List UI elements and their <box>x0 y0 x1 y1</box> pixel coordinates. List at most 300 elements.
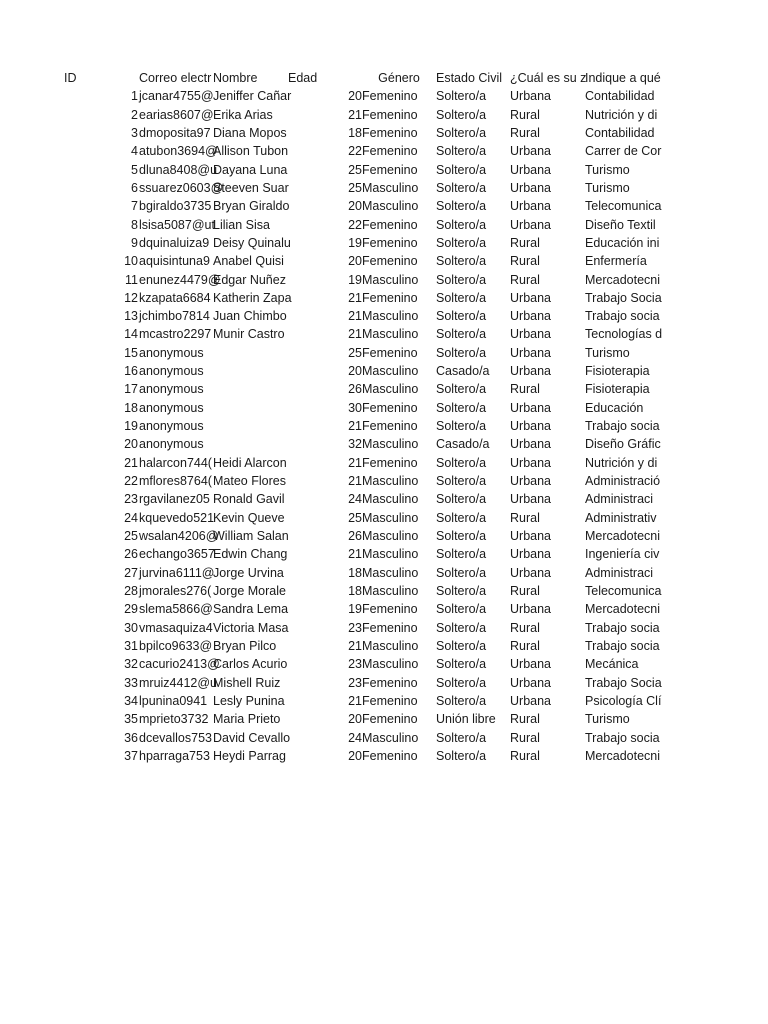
cell-career[interactable]: Trabajo socia <box>585 419 660 434</box>
cell-gender[interactable]: Femenino <box>362 400 418 415</box>
cell-gender[interactable]: Femenino <box>362 749 418 764</box>
cell-civil[interactable]: Unión libre <box>436 712 496 727</box>
cell-name[interactable]: Munir Castro <box>213 327 285 342</box>
cell-civil[interactable]: Soltero/a <box>436 89 487 104</box>
cell-id[interactable]: 4 <box>131 144 138 159</box>
cell-civil[interactable]: Soltero/a <box>436 235 487 250</box>
cell-age[interactable]: 21 <box>348 474 362 489</box>
cell-email[interactable]: jurvina6111@ <box>139 565 215 580</box>
cell-id[interactable]: 11 <box>125 272 138 287</box>
cell-age[interactable]: 21 <box>348 327 362 342</box>
cell-name[interactable]: Mateo Flores <box>213 474 286 489</box>
cell-email[interactable]: atubon3694@ <box>139 144 218 159</box>
cell-email[interactable]: lpunina0941 <box>139 694 208 709</box>
cell-name[interactable] <box>213 344 287 362</box>
cell-email[interactable]: hparraga753 <box>139 749 210 764</box>
cell-civil[interactable]: Soltero/a <box>436 309 487 324</box>
cell-civil[interactable]: Soltero/a <box>436 272 487 287</box>
cell-civil[interactable]: Soltero/a <box>436 217 487 232</box>
cell-name[interactable]: Maria Prieto <box>213 712 281 727</box>
cell-id[interactable]: 12 <box>124 290 138 305</box>
cell-civil[interactable]: Soltero/a <box>436 657 487 672</box>
cell-zone[interactable]: Urbana <box>510 547 551 562</box>
cell-career[interactable]: Mercadotecni <box>585 272 661 287</box>
cell-age[interactable]: 22 <box>348 144 362 159</box>
cell-career[interactable]: Administraci <box>585 492 654 507</box>
cell-id[interactable]: 28 <box>124 584 138 599</box>
cell-age[interactable]: 21 <box>348 107 362 122</box>
cell-id[interactable]: 2 <box>131 107 138 122</box>
cell-age[interactable]: 21 <box>348 290 362 305</box>
cell-id[interactable]: 27 <box>124 565 138 580</box>
cell-civil[interactable]: Soltero/a <box>436 547 487 562</box>
header-email[interactable]: Correo electr <box>139 70 212 85</box>
cell-gender[interactable]: Femenino <box>362 254 418 269</box>
cell-name[interactable]: Edwin Chang <box>213 547 288 562</box>
cell-age[interactable]: 21 <box>348 309 362 324</box>
cell-civil[interactable]: Soltero/a <box>436 675 487 690</box>
header-career[interactable]: Indique a qué <box>585 70 661 85</box>
cell-id[interactable]: 21 <box>124 455 138 470</box>
cell-email[interactable]: bgiraldo3735 <box>139 199 212 214</box>
cell-zone[interactable]: Rural <box>510 125 540 140</box>
cell-email[interactable]: dluna8408@u <box>139 162 218 177</box>
cell-gender[interactable]: Femenino <box>362 144 418 159</box>
cell-id[interactable]: 29 <box>124 602 138 617</box>
cell-gender[interactable]: Masculino <box>362 492 419 507</box>
cell-email[interactable]: dquinaluiza9 <box>139 235 210 250</box>
cell-name[interactable]: David Cevallo <box>213 730 291 745</box>
cell-name[interactable]: William Salan <box>213 529 289 544</box>
cell-gender[interactable]: Femenino <box>362 419 418 434</box>
cell-zone[interactable]: Urbana <box>510 474 551 489</box>
cell-email[interactable]: mruiz4412@u <box>139 675 218 690</box>
cell-email[interactable]: cacurio2413@ <box>139 657 220 672</box>
cell-name[interactable]: Steeven Suar <box>213 180 289 195</box>
cell-gender[interactable]: Femenino <box>362 675 418 690</box>
cell-civil[interactable]: Soltero/a <box>436 199 487 214</box>
cell-zone[interactable]: Rural <box>510 382 540 397</box>
cell-gender[interactable]: Masculino <box>362 529 419 544</box>
cell-gender[interactable]: Femenino <box>362 125 418 140</box>
cell-name[interactable]: Jorge Morale <box>213 584 286 599</box>
cell-id[interactable]: 3 <box>131 125 138 140</box>
cell-email[interactable]: dmoposita97 <box>139 125 211 140</box>
cell-id[interactable]: 26 <box>124 547 138 562</box>
cell-email[interactable]: bpilco9633@ <box>139 639 213 654</box>
header-zone[interactable]: ¿Cuál es su z <box>510 70 587 85</box>
cell-zone[interactable]: Urbana <box>510 437 551 452</box>
cell-gender[interactable]: Masculino <box>362 272 419 287</box>
cell-name[interactable]: Deisy Quinalu <box>213 235 291 250</box>
cell-zone[interactable]: Urbana <box>510 694 551 709</box>
cell-zone[interactable]: Urbana <box>510 345 551 360</box>
cell-career[interactable]: Tecnologías d <box>585 327 663 342</box>
cell-age[interactable]: 21 <box>348 455 362 470</box>
cell-zone[interactable]: Urbana <box>510 529 551 544</box>
cell-civil[interactable]: Soltero/a <box>436 327 487 342</box>
cell-name[interactable]: Sandra Lema <box>213 602 289 617</box>
cell-zone[interactable]: Rural <box>510 107 540 122</box>
cell-civil[interactable]: Soltero/a <box>436 345 487 360</box>
cell-career[interactable]: Administració <box>585 474 661 489</box>
cell-age[interactable]: 26 <box>348 382 362 397</box>
cell-civil[interactable]: Soltero/a <box>436 602 487 617</box>
cell-gender[interactable]: Femenino <box>362 89 418 104</box>
cell-career[interactable]: Telecomunica <box>585 584 662 599</box>
cell-zone[interactable]: Urbana <box>510 199 551 214</box>
cell-civil[interactable]: Casado/a <box>436 364 490 379</box>
cell-age[interactable]: 20 <box>348 254 362 269</box>
cell-zone[interactable]: Rural <box>510 235 540 250</box>
cell-career[interactable]: Administraci <box>585 565 654 580</box>
cell-email[interactable]: mprieto3732 <box>139 712 209 727</box>
cell-career[interactable]: Diseño Gráfic <box>585 437 661 452</box>
cell-career[interactable]: Fisioterapia <box>585 364 650 379</box>
cell-civil[interactable]: Soltero/a <box>436 125 487 140</box>
cell-career[interactable]: Mercadotecni <box>585 749 661 764</box>
cell-email[interactable]: earias8607@ <box>139 107 214 122</box>
cell-name[interactable]: Lilian Sisa <box>213 217 270 232</box>
cell-gender[interactable]: Masculino <box>362 364 419 379</box>
cell-civil[interactable]: Soltero/a <box>436 254 487 269</box>
cell-id[interactable]: 32 <box>124 657 138 672</box>
cell-zone[interactable]: Urbana <box>510 657 551 672</box>
cell-email[interactable]: anonymous <box>139 382 204 397</box>
cell-civil[interactable]: Soltero/a <box>436 290 487 305</box>
cell-civil[interactable]: Soltero/a <box>436 694 487 709</box>
cell-career[interactable]: Telecomunica <box>585 199 662 214</box>
cell-gender[interactable]: Masculino <box>362 180 419 195</box>
cell-id[interactable]: 34 <box>124 694 138 709</box>
cell-email[interactable]: rgavilanez05 <box>139 492 210 507</box>
cell-age[interactable]: 19 <box>348 272 362 287</box>
cell-id[interactable]: 16 <box>124 364 138 379</box>
cell-email[interactable]: ssuarez0603@ <box>139 180 224 195</box>
cell-career[interactable]: Nutrición y di <box>585 455 658 470</box>
cell-name[interactable]: Bryan Giraldo <box>213 199 290 214</box>
cell-career[interactable]: Trabajo socia <box>585 730 660 745</box>
cell-name[interactable]: Edgar Nuñez <box>213 272 286 287</box>
cell-gender[interactable]: Masculino <box>362 510 419 525</box>
cell-id[interactable]: 19 <box>124 419 138 434</box>
cell-id[interactable]: 18 <box>124 400 138 415</box>
cell-id[interactable]: 13 <box>124 309 138 324</box>
cell-gender[interactable]: Femenino <box>362 620 418 635</box>
cell-zone[interactable]: Rural <box>510 730 540 745</box>
cell-name[interactable] <box>213 362 287 380</box>
cell-gender[interactable]: Masculino <box>362 382 419 397</box>
cell-gender[interactable]: Masculino <box>362 547 419 562</box>
cell-age[interactable]: 21 <box>348 639 362 654</box>
cell-email[interactable]: echango3657 <box>139 547 215 562</box>
cell-id[interactable]: 6 <box>131 180 138 195</box>
cell-gender[interactable]: Masculino <box>362 639 419 654</box>
cell-gender[interactable]: Masculino <box>362 474 419 489</box>
cell-career[interactable]: Turismo <box>585 162 630 177</box>
cell-career[interactable]: Administrativ <box>585 510 657 525</box>
cell-id[interactable]: 37 <box>124 749 138 764</box>
cell-name[interactable]: Jeniffer Cañar <box>213 89 292 104</box>
cell-email[interactable]: vmasaquiza4 <box>139 620 213 635</box>
cell-civil[interactable]: Soltero/a <box>436 400 487 415</box>
cell-age[interactable]: 20 <box>348 364 362 379</box>
cell-career[interactable]: Mercadotecni <box>585 602 661 617</box>
cell-gender[interactable]: Femenino <box>362 107 418 122</box>
cell-civil[interactable]: Soltero/a <box>436 510 487 525</box>
cell-id[interactable]: 7 <box>131 199 138 214</box>
cell-career[interactable]: Mecánica <box>585 657 639 672</box>
cell-name[interactable]: Katherin Zapa <box>213 290 292 305</box>
cell-email[interactable]: jcanar4755@ <box>139 89 214 104</box>
cell-zone[interactable]: Urbana <box>510 400 551 415</box>
cell-email[interactable]: anonymous <box>139 419 204 434</box>
cell-age[interactable]: 25 <box>348 180 362 195</box>
cell-id[interactable]: 15 <box>124 345 138 360</box>
cell-civil[interactable]: Casado/a <box>436 437 490 452</box>
cell-gender[interactable]: Masculino <box>362 565 419 580</box>
cell-id[interactable]: 9 <box>131 235 138 250</box>
cell-email[interactable]: enunez4479@ <box>139 272 221 287</box>
cell-age[interactable]: 19 <box>348 235 362 250</box>
cell-zone[interactable]: Urbana <box>510 180 551 195</box>
cell-civil[interactable]: Soltero/a <box>436 180 487 195</box>
cell-age[interactable]: 25 <box>348 162 362 177</box>
cell-career[interactable]: Contabilidad <box>585 89 655 104</box>
cell-name[interactable]: Ronald Gavil <box>213 492 285 507</box>
cell-career[interactable]: Trabajo Socia <box>585 675 662 690</box>
cell-age[interactable]: 23 <box>348 657 362 672</box>
cell-id[interactable]: 22 <box>124 474 138 489</box>
cell-email[interactable]: wsalan4206@ <box>139 529 219 544</box>
cell-name[interactable]: Kevin Queve <box>213 510 285 525</box>
cell-name[interactable]: Diana Mopos <box>213 125 287 140</box>
cell-age[interactable]: 20 <box>348 749 362 764</box>
cell-career[interactable]: Trabajo socia <box>585 620 660 635</box>
cell-zone[interactable]: Urbana <box>510 565 551 580</box>
cell-name[interactable] <box>213 417 287 435</box>
cell-age[interactable]: 24 <box>348 730 362 745</box>
cell-age[interactable]: 18 <box>348 584 362 599</box>
cell-gender[interactable]: Masculino <box>362 657 419 672</box>
cell-zone[interactable]: Urbana <box>510 89 551 104</box>
cell-name[interactable]: Allison Tubon <box>213 144 289 159</box>
cell-gender[interactable]: Masculino <box>362 309 419 324</box>
cell-name[interactable]: Jorge Urvina <box>213 565 284 580</box>
cell-civil[interactable]: Soltero/a <box>436 639 487 654</box>
cell-career[interactable]: Turismo <box>585 345 630 360</box>
cell-age[interactable]: 23 <box>348 675 362 690</box>
cell-id[interactable]: 5 <box>131 162 138 177</box>
cell-zone[interactable]: Urbana <box>510 455 551 470</box>
cell-email[interactable]: kquevedo521 <box>139 510 215 525</box>
cell-civil[interactable]: Soltero/a <box>436 455 487 470</box>
cell-career[interactable]: Trabajo socia <box>585 309 660 324</box>
cell-age[interactable]: 18 <box>348 125 362 140</box>
cell-name[interactable]: Victoria Masa <box>213 620 289 635</box>
cell-age[interactable]: 21 <box>348 419 362 434</box>
cell-gender[interactable]: Femenino <box>362 217 418 232</box>
cell-age[interactable]: 20 <box>348 89 362 104</box>
cell-name[interactable] <box>213 380 287 398</box>
cell-id[interactable]: 20 <box>124 437 138 452</box>
cell-name[interactable]: Juan Chimbo <box>213 309 287 324</box>
cell-age[interactable]: 19 <box>348 602 362 617</box>
cell-age[interactable]: 20 <box>348 199 362 214</box>
cell-civil[interactable]: Soltero/a <box>436 144 487 159</box>
cell-email[interactable]: anonymous <box>139 364 204 379</box>
cell-career[interactable]: Educación ini <box>585 235 660 250</box>
cell-age[interactable]: 22 <box>348 217 362 232</box>
cell-career[interactable]: Trabajo Socia <box>585 290 662 305</box>
cell-zone[interactable]: Rural <box>510 584 540 599</box>
cell-career[interactable]: Psicología Clí <box>585 694 662 709</box>
cell-career[interactable]: Turismo <box>585 712 630 727</box>
cell-civil[interactable]: Soltero/a <box>436 565 487 580</box>
cell-career[interactable]: Mercadotecni <box>585 529 661 544</box>
cell-age[interactable]: 18 <box>348 565 362 580</box>
cell-name[interactable]: Mishell Ruiz <box>213 675 281 690</box>
cell-gender[interactable]: Femenino <box>362 455 418 470</box>
cell-zone[interactable]: Urbana <box>510 162 551 177</box>
cell-zone[interactable]: Rural <box>510 272 540 287</box>
cell-civil[interactable]: Soltero/a <box>436 749 487 764</box>
header-age[interactable]: Edad <box>288 70 318 85</box>
cell-age[interactable]: 32 <box>348 437 362 452</box>
cell-name[interactable] <box>213 399 287 417</box>
cell-gender[interactable]: Femenino <box>362 162 418 177</box>
cell-age[interactable]: 26 <box>348 529 362 544</box>
cell-zone[interactable]: Urbana <box>510 290 551 305</box>
cell-gender[interactable]: Femenino <box>362 602 418 617</box>
cell-civil[interactable]: Soltero/a <box>436 107 487 122</box>
cell-id[interactable]: 17 <box>124 382 138 397</box>
cell-age[interactable]: 30 <box>348 400 362 415</box>
cell-career[interactable]: Ingeniería civ <box>585 547 660 562</box>
cell-zone[interactable]: Urbana <box>510 364 551 379</box>
cell-id[interactable]: 31 <box>124 639 138 654</box>
cell-id[interactable]: 23 <box>124 492 138 507</box>
cell-email[interactable]: slema5866@ <box>139 602 213 617</box>
cell-career[interactable]: Educación <box>585 400 644 415</box>
header-civil[interactable]: Estado Civil <box>436 70 502 85</box>
cell-career[interactable]: Diseño Textil <box>585 217 656 232</box>
header-id[interactable]: ID <box>64 70 77 85</box>
cell-name[interactable]: Dayana Luna <box>213 162 288 177</box>
cell-zone[interactable]: Rural <box>510 254 540 269</box>
header-name[interactable]: Nombre <box>213 70 258 85</box>
cell-zone[interactable]: Urbana <box>510 602 551 617</box>
cell-name[interactable]: Erika Arias <box>213 107 273 122</box>
cell-civil[interactable]: Soltero/a <box>436 382 487 397</box>
cell-age[interactable]: 21 <box>348 694 362 709</box>
cell-name[interactable]: Heydi Parrag <box>213 749 286 764</box>
cell-civil[interactable]: Soltero/a <box>436 162 487 177</box>
cell-career[interactable]: Carrer de Cor <box>585 144 662 159</box>
cell-zone[interactable]: Urbana <box>510 419 551 434</box>
cell-email[interactable]: jchimbo7814 <box>139 309 210 324</box>
cell-age[interactable]: 24 <box>348 492 362 507</box>
cell-zone[interactable]: Urbana <box>510 492 551 507</box>
cell-email[interactable]: mcastro2297 <box>139 327 212 342</box>
header-gender[interactable]: Género <box>378 70 420 85</box>
cell-civil[interactable]: Soltero/a <box>436 419 487 434</box>
cell-id[interactable]: 8 <box>131 217 138 232</box>
cell-id[interactable]: 24 <box>124 510 138 525</box>
cell-name[interactable]: Heidi Alarcon <box>213 455 287 470</box>
cell-gender[interactable]: Femenino <box>362 694 418 709</box>
cell-email[interactable]: mflores8764( <box>139 474 212 489</box>
cell-zone[interactable]: Rural <box>510 749 540 764</box>
cell-id[interactable]: 33 <box>124 675 138 690</box>
cell-email[interactable]: anonymous <box>139 437 204 452</box>
cell-email[interactable]: halarcon744( <box>139 455 212 470</box>
cell-career[interactable]: Trabajo socia <box>585 639 660 654</box>
cell-email[interactable]: anonymous <box>139 345 204 360</box>
cell-gender[interactable]: Masculino <box>362 327 419 342</box>
cell-civil[interactable]: Soltero/a <box>436 529 487 544</box>
cell-zone[interactable]: Urbana <box>510 217 551 232</box>
cell-age[interactable]: 25 <box>348 510 362 525</box>
cell-zone[interactable]: Urbana <box>510 675 551 690</box>
cell-age[interactable]: 20 <box>348 712 362 727</box>
cell-career[interactable]: Turismo <box>585 180 630 195</box>
cell-gender[interactable]: Femenino <box>362 290 418 305</box>
cell-id[interactable]: 14 <box>124 327 138 342</box>
cell-career[interactable]: Contabilidad <box>585 125 655 140</box>
cell-gender[interactable]: Femenino <box>362 235 418 250</box>
cell-age[interactable]: 23 <box>348 620 362 635</box>
cell-gender[interactable]: Femenino <box>362 712 418 727</box>
cell-zone[interactable]: Urbana <box>510 327 551 342</box>
cell-gender[interactable]: Masculino <box>362 730 419 745</box>
cell-age[interactable]: 21 <box>348 547 362 562</box>
cell-email[interactable]: aquisintuna9 <box>139 254 210 269</box>
cell-gender[interactable]: Masculino <box>362 437 419 452</box>
cell-civil[interactable]: Soltero/a <box>436 730 487 745</box>
cell-civil[interactable]: Soltero/a <box>436 584 487 599</box>
cell-zone[interactable]: Rural <box>510 639 540 654</box>
cell-id[interactable]: 36 <box>124 730 138 745</box>
cell-civil[interactable]: Soltero/a <box>436 474 487 489</box>
cell-email[interactable]: lsisa5087@ut <box>139 217 215 232</box>
cell-id[interactable]: 35 <box>124 712 138 727</box>
cell-id[interactable]: 10 <box>124 254 138 269</box>
cell-career[interactable]: Nutrición y di <box>585 107 658 122</box>
cell-email[interactable]: jmorales276( <box>139 584 212 599</box>
cell-zone[interactable]: Rural <box>510 712 540 727</box>
cell-name[interactable]: Lesly Punina <box>213 694 285 709</box>
cell-name[interactable] <box>213 435 287 453</box>
cell-id[interactable]: 1 <box>131 89 138 104</box>
cell-email[interactable]: kzapata6684 <box>139 290 211 305</box>
cell-id[interactable]: 25 <box>124 529 138 544</box>
cell-name[interactable]: Carlos Acurio <box>213 657 288 672</box>
cell-name[interactable]: Bryan Pilco <box>213 639 277 654</box>
cell-id[interactable]: 30 <box>124 620 138 635</box>
cell-civil[interactable]: Soltero/a <box>436 492 487 507</box>
cell-career[interactable]: Fisioterapia <box>585 382 650 397</box>
cell-gender[interactable]: Masculino <box>362 199 419 214</box>
cell-gender[interactable]: Femenino <box>362 345 418 360</box>
cell-gender[interactable]: Masculino <box>362 584 419 599</box>
cell-email[interactable]: anonymous <box>139 400 204 415</box>
cell-zone[interactable]: Urbana <box>510 309 551 324</box>
cell-age[interactable]: 25 <box>348 345 362 360</box>
cell-civil[interactable]: Soltero/a <box>436 620 487 635</box>
cell-zone[interactable]: Urbana <box>510 144 551 159</box>
cell-email[interactable]: dcevallos753 <box>139 730 212 745</box>
